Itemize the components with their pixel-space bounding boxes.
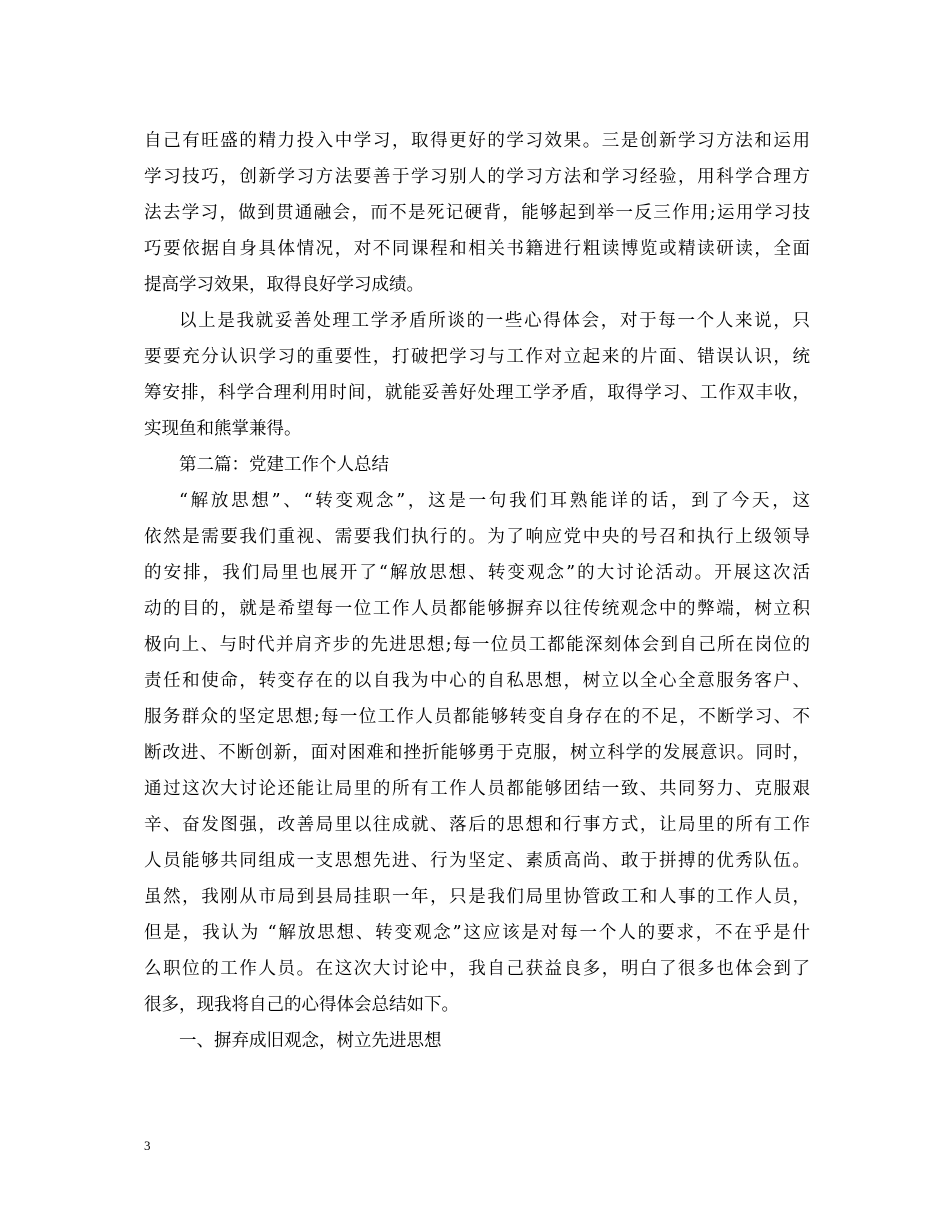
text-line: 很多，现我将自己的心得体会总结如下。 <box>144 995 459 1015</box>
text-line: 辛、奋发图强，改善局里以往成就、落后的思想和行事方式，让局里的所有工作 <box>144 815 810 835</box>
text-line: 筹安排，科学合理利用时间，就能妥善好处理工学矛盾，取得学习、工作双丰收， <box>144 383 810 403</box>
text-line: 第二篇：党建工作个人总结 <box>179 455 389 475</box>
text-line: 服务群众的坚定思想;每一位工作人员都能够转变自身存在的不足，不断学习、不 <box>144 707 810 727</box>
text-line: 巧要依据自身具体情况，对不同课程和相关书籍进行粗读博览或精读研读，全面 <box>144 239 810 259</box>
text-line: 通过这次大讨论还能让局里的所有工作人员都能够团结一致、共同努力、克服艰 <box>144 779 810 799</box>
text-line: 学习技巧，创新学习方法要善于学习别人的学习方法和学习经验，用科学合理方 <box>144 167 810 187</box>
text-line: 自己有旺盛的精力投入中学习，取得更好的学习效果。三是创新学习方法和运用 <box>144 131 810 151</box>
text-line: 虽然，我刚从市局到县局挂职一年，只是我们局里协管政工和人事的工作人员， <box>144 887 810 907</box>
text-line: 实现鱼和熊掌兼得。 <box>144 419 302 439</box>
text-line: 动的目的，就是希望每一位工作人员都能够摒弃以往传统观念中的弊端，树立积 <box>144 599 810 619</box>
text-line: 么职位的工作人员。在这次大讨论中，我自己获益良多，明白了很多也体会到了 <box>144 959 810 979</box>
text-line: 以上是我就妥善处理工学矛盾所谈的一些心得体会，对于每一个人来说，只 <box>179 311 810 331</box>
text-line: 断改进、不断创新，面对困难和挫折能够勇于克服，树立科学的发展意识。同时， <box>144 743 810 763</box>
text-line: 的安排，我们局里也展开了“解放思想、转变观念”的大讨论活动。开展这次活 <box>144 563 810 583</box>
text-line: 法去学习，做到贯通融会，而不是死记硬背，能够起到举一反三作用;运用学习技 <box>144 203 810 223</box>
text-line: “解放思想”、“转变观念”，这是一句我们耳熟能详的话，到了今天，这 <box>179 491 810 511</box>
text-line: 要要充分认识学习的重要性，打破把学习与工作对立起来的片面、错误认识，统 <box>144 347 810 367</box>
text-line: 但是，我认为 “解放思想、转变观念”这应该是对每一个人的要求，不在乎是什 <box>144 923 810 943</box>
document-body <box>144 123 810 1059</box>
text-line: 人员能够共同组成一支思想先进、行为坚定、素质高尚、敢于拼搏的优秀队伍。 <box>144 851 810 871</box>
text-line: 提高学习效果，取得良好学习成绩。 <box>144 275 424 295</box>
text-line: 极向上、与时代并肩齐步的先进思想;每一位员工都能深刻体会到自己所在岗位的 <box>144 635 810 655</box>
text-line: 责任和使命，转变存在的以自我为中心的自私思想，树立以全心全意服务客户、 <box>144 671 810 691</box>
text-line: 依然是需要我们重视、需要我们执行的。为了响应党中央的号召和执行上级领导 <box>144 527 810 547</box>
text-line: 一、摒弃成旧观念，树立先进思想 <box>179 1031 442 1051</box>
page-number: 3 <box>144 1138 151 1153</box>
